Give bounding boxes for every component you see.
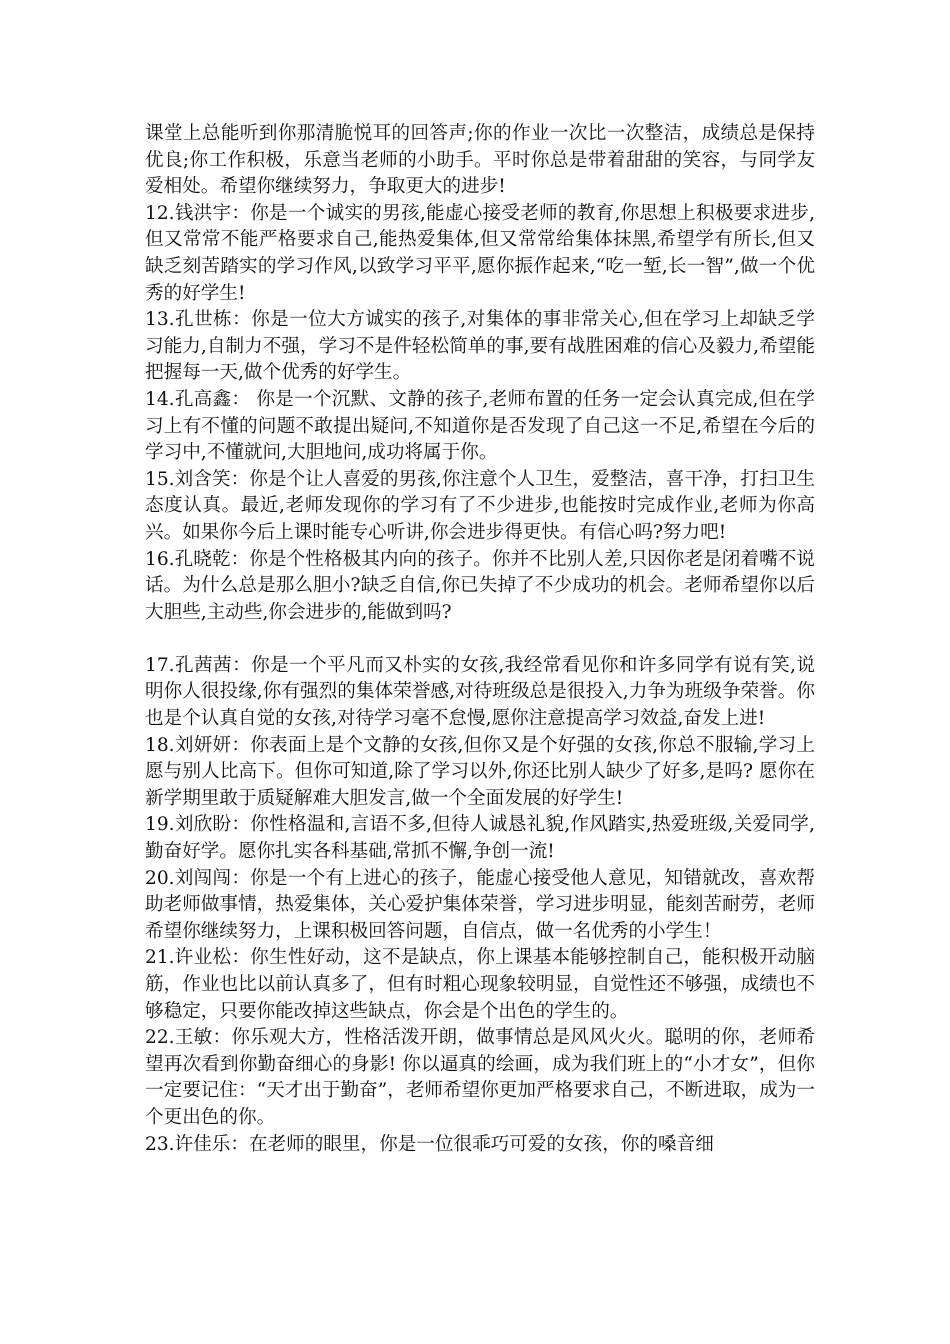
paragraph-23: 23.许佳乐：在老师的眼里，你是一位很乖巧可爱的女孩，你的嗓音细: [145, 1133, 714, 1155]
paragraph-14: 14.孔高鑫： 你是一个沉默、文静的孩子,老师布置的任务一定会认真完成,但在学习上有不懂的问题不敢提出疑问,不知道你是否发现了自己这一不足,希望在今后的学习中,不懂就问,大胆地问,成功将属于你。: [145, 388, 815, 464]
paragraph-12: 12.钱洪宇：你是一个诚实的男孩,能虚心接受老师的教育,你思想上积极要求进步,但又常常不能严格要求自己,能热爱集体,但又常常给集体抹黑,希望学有所长,但又缺乏刻苦踏实的学习作风,以致学习平平,愿你振作起来,“吃一堑,长一智”,做一个优秀的好学生!: [145, 202, 815, 304]
paragraph-16: 16.孔晓乾：你是个性格极其内向的孩子。你并不比别人差,只因你老是闭着嘴不说话。为什么总是那么胆小?缺乏自信,你已失掉了不少成功的机会。老师希望你以后大胆些,主动些,你会进步的,能做到吗?: [145, 548, 815, 623]
paragraph-18: 18.刘妍妍：你表面上是个文静的女孩,但你又是个好强的女孩,你总不服输,学习上愿与别人比高下。但你可知道,除了学习以外,你还比别人缺少了好多,是吗? 愿你在新学期里敢于质疑解难大胆发言,做一个全面发展的好学生!: [145, 734, 815, 809]
paragraph-22: 22.王敏：你乐观大方，性格活泼开朗，做事情总是风风火火。聪明的你，老师希望再次看到你勤奋细心的身影! 你以逼真的绘画，成为我们班上的“小才女”，但你一定要记住：“天才出于勤奋”，老师希望你更加严格要求自己，不断进取，成为一个更出色的你。: [145, 1027, 815, 1128]
paragraph-15: 15.刘含笑：你是个让人喜爱的男孩,你注意个人卫生，爱整洁，喜干净，打扫卫生态度认真。最近,老师发现你的学习有了不少进步,也能按时完成作业,老师为你高兴。如果你今后上课时能专心听讲,你会进步得更快。有信心吗?努力吧!: [145, 468, 815, 543]
paragraph-21: 21.许业松：你生性好动，这不是缺点，你上课基本能够控制自己，能积极开动脑筋，作业也比以前认真多了，但有时粗心现象较明显，自觉性还不够强，成绩也不够稳定，只要你能改掉这些缺点，你会是个出色的学生的。: [145, 947, 815, 1022]
paragraph-13: 13.孔世栋：你是一位大方诚实的孩子,对集体的事非常关心,但在学习上却缺乏学习能力,自制力不强，学习不是件轻松简单的事,要有战胜困难的信心及毅力,希望能把握每一天,做个优秀的好学生。: [145, 309, 815, 384]
document-body: [145, 121, 815, 1158]
paragraph-17: 17.孔茜茜：你是一个平凡而又朴实的女孩,我经常看见你和许多同学有说有笑,说明你人很投缘,你有强烈的集体荣誉感,对待班级总是很投入,力争为班级争荣誉。你也是个认真自觉的女孩,对待学习毫不怠慢,愿你注意提高学习效益,奋发上进!: [145, 654, 815, 730]
paragraph-intro: 课堂上总能听到你那清脆悦耳的回答声;你的作业一次比一次整洁，成绩总是保持优良;你工作积极，乐意当老师的小助手。平时你总是带着甜甜的笑容，与同学友爱相处。希望你继续努力，争取更大的进步!: [145, 123, 815, 198]
paragraph-20: 20.刘闯闯：你是一个有上进心的孩子，能虚心接受他人意见，知错就改，喜欢帮助老师做事情，热爱集体，关心爱护集体荣誉，学习进步明显，能刻苦耐劳，老师希望你继续努力，上课积极回答问题，自信点，做一名优秀的小学生！: [145, 867, 815, 942]
paragraph-19: 19.刘欣盼：你性格温和,言语不多,但待人诚恳礼貌,作风踏实,热爱班级,关爱同学,勤奋好学。愿你扎实各科基础,常抓不懈,争创一流!: [145, 814, 815, 863]
